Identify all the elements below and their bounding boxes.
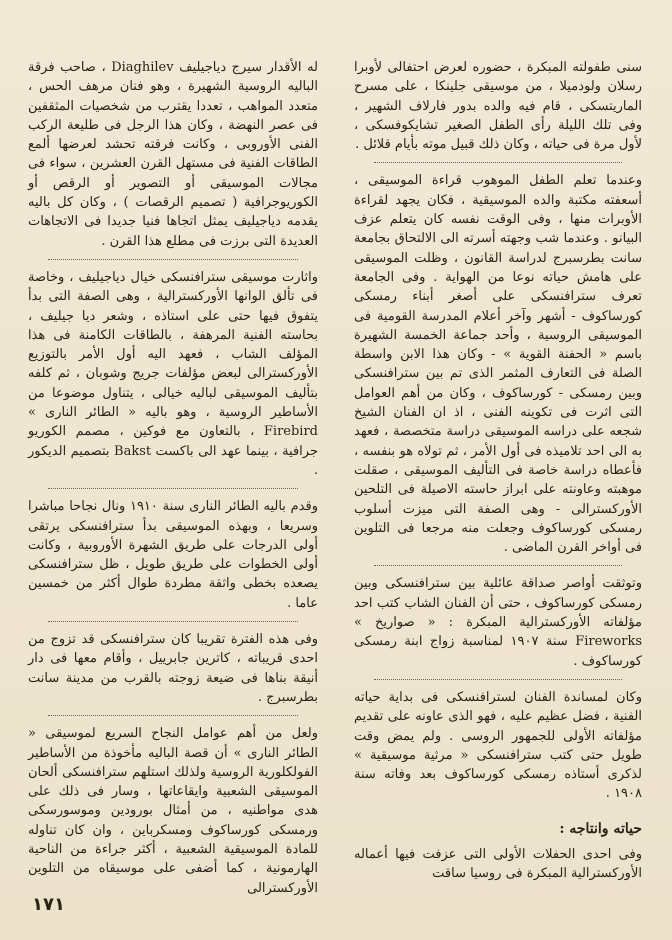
paragraph: وتوثقت أواصر صداقة عائلية بين سترافنسكى وبين رمسكى كورساكوف ، حتى أن الفنان الشاب كتب احد مؤلفاته الأوركسترالية المبكرة : « صواريخ » Fireworks سنة ١٩٠٧ لمناسبة زواج ابنة رمسكى كورساكوف . <box>354 576 642 669</box>
paragraph: واثارت موسيقى سترافنسكى خيال دياجيليف ، وخاصة فى تألق الوانها الأوركسترالية ، وهى الصفة التى بدأ يتفوق فيها حتى على استاذه ، وشعر ديا جيليف ، بحاسته الفنية المرهفة ، بالطاقات الكامنة فى هذا المؤلف الشاب ، فعهد اليه أول الأمر بالتوزيع الأوركسترالى لبعض مؤلفات جريج وشوبان ، ثم كلفه بتأليف الموسيقى لباليه خيالى ، يتناول موضوعا من الأساطير الروسية ، وهو باليه « الطائر النارى » Firebird ، بالتعاون مع فوكين ، مصمم الكوريو جرافية ، بينما عهد الى باكست Bakst بتصميم الديكور . <box>28 269 318 478</box>
dotted-separator <box>48 259 298 260</box>
paragraph: وقدم باليه الطائر النارى سنة ١٩١٠ ونال نجاحا مباشرا وسريعا ، وبهذه الموسيقى بدأ سترافنسكى يرتقى أولى الدرجات على طريق الشهرة الأوروبية ، وكانت أولى الخطوات على طريق طويل ، ظل سترافنسكى يصعده بخطى واثقة مطردة طوال أكثر من خمسين عاما . <box>28 499 318 611</box>
section-heading: حياته وانتاجه : <box>559 820 642 837</box>
dotted-separator <box>48 488 298 489</box>
paragraph: وفى هذه الفترة تقريبا كان سترافنسكى قد تزوج من احدى قريباته ، كاترين جابرييل ، وأقام معها فى دار أنيقة بناها فى ضيعة زوجته بالقرب من مدينة سانت بطرسبرج . <box>28 632 318 705</box>
paragraph: له الأقدار سيرج دياجيليف Diaghilev ، صاحب فرقة الباليه الروسية الشهيرة ، وهو فنان مرهف الحس ، متعدد المواهب ، تعددا يقترب من شخصيات المثقفين فى عصر النهضة ، وكان هذا الرجل فى طليعة الركب الفنى الأوروبى ، وكانت فرقته تحشد لعرضها ألمع الطاقات الفنية فى مستهل القرن العشرين ، سواء فى مجالات الموسيقى أو التصوير أو الرقص أو الكوريوجرافية ( تصميم الرقصات ) ، وكان كل باليه يقدمه دياجيليف يمثل اتجاها فنيا جديدا فى الاتجاهات العديدة التى برزت فى مطلع هذا القرن . <box>28 60 318 249</box>
right-column <box>354 58 642 892</box>
paragraph: ولعل من أهم عوامل النجاح السريع لموسيقى « الطائر النارى » أن قصة الباليه مأخوذة من الأساطير الفولكلورية الروسية ولذلك استلهم سترافنسكى ألحان الموسيقى الشعبية وايقاعاتها ، وسار فى ذلك على هدى مواطنيه ، من أمثال بورودين وموسورسكى ورمسكى كورساكوف ومسكرباين ، وان كان تناوله للمادة الموسيقية الشعبية ، أكثر جراءة من الناحية الهارمونية ، كما أضفى على موسيقاه من التلوين الأوركسترالى <box>28 726 318 896</box>
dotted-separator <box>48 715 298 716</box>
dotted-separator <box>374 565 622 566</box>
dotted-separator <box>374 162 622 163</box>
paragraph: وعندما تعلم الطفل الموهوب قراءة الموسيقى ، أسعفته مكتبة والده الموسيقية ، فكان يجهد لقراءة الأوبرات منها ، وفى الوقت نفسه كان يتعلم عزف البيانو . وعندما شب وجهته أسرته الى الالتحاق بجامعة سانت بطرسبرج لدراسة القانون ، وظلت الموسيقى على هامش حياته نوعا من الهواية . وفى الجامعة تعرف سترافنسكى على أصغر أبناء رمسكى كورساكوف - أشهر وآخر أعلام المدرسة القومية فى الموسيقى الروسية ، وأحد جماعة الخمسة الشهيرة باسم « الحفنة القوية » - وكان هذا الابن واسطة الصلة فى التعارف المثمر الذى تم بين سترافنسكى وبين رمسكى - كورساكوف ، وكان من أهم العوامل التى اثرت فى تكوينه الفنى ، اذ ان الفنان الشيخ شجعه على دراسه الموسيقى دراسة متخصصة ، فعهد به الى احد تلاميذه فى أول الأمر ، ثم تولاه هو بنفسه ، فأعطاه دراسة خاصة فى التأليف الموسيقى ، صقلت موهبته وعاونته على ابراز حاسته الاصيلة فى التلحين الأوركسترالى - وهى الصفة التى ميزت أسلوب رمسكى كورساكوف وجعلت منه مرجعا فى التلوين فى أواخر القرن الماضى . <box>354 173 642 556</box>
paragraph: وفى احدى الحفلات الأولى التى عزفت فيها أعماله الأوركسترالية المبكرة فى روسيا ساقت <box>354 846 642 882</box>
paragraph: وكان لمساندة الفنان لسترافنسكى فى بداية حياته الفنية ، فضل عظيم عليه ، فهو الذى عاونه على تقديم مؤلفاته الأولى للجمهور الروسى . ولم يمض وقت طويل حتى كتب سترافنسكى « مرثية موسيقية » لذكرى أستاذه رمسكى كورساكوف بعد وفاته سنة ١٩٠٨ . <box>354 689 642 802</box>
dotted-separator <box>48 621 298 622</box>
left-column <box>28 58 318 906</box>
paragraph: سنى طفولته المبكرة ، حضوره لعرض احتفالى لأوبرا رسلان ولودميلا ، من موسيقى جلينكا ، على مسرح الماريتسكى ، قام فيه والده بدور فارلاف الشهير ، وفى تلك الليلة رأى الطفل الصغير تشايكوفسكى ، لأول مرة فى حياته ، وكان ذلك قبيل موته بأيام قلائل . <box>354 60 642 153</box>
dotted-separator <box>374 679 622 680</box>
page-number: ١٧١ <box>32 894 65 915</box>
